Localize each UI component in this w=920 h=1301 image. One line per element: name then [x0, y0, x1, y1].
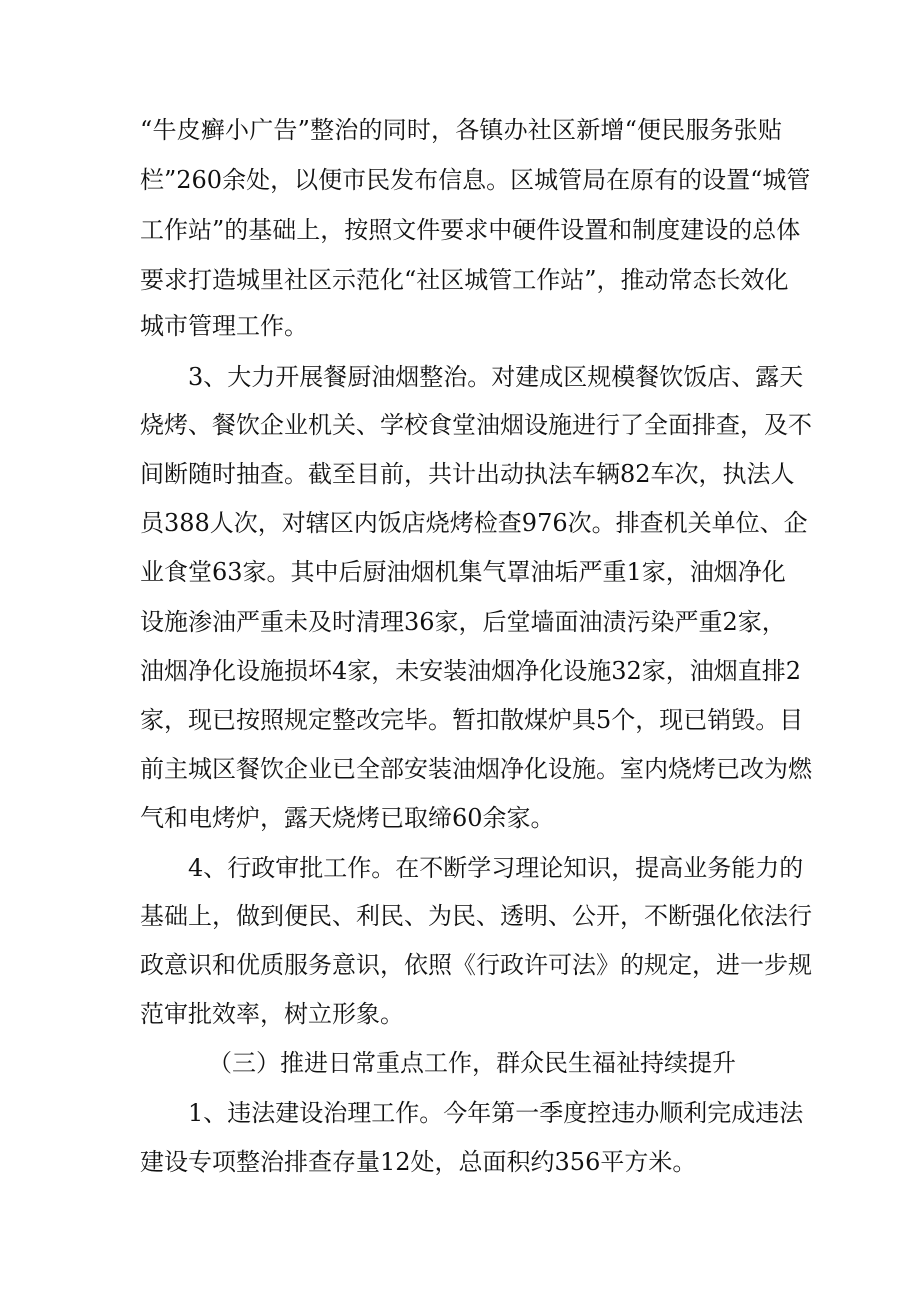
- paragraph-2-line-9: 前主城区餐饮企业已全部安装油烟净化设施。室内烧烤已改为燃: [140, 755, 812, 783]
- paragraph-3-line-3: 政意识和优质服务意识，依照《行政许可法》的规定，进一步规: [140, 951, 812, 979]
- paragraph-1-line-4: 要求打造城里社区示范化“社区城管工作站”，推动常态长效化: [140, 266, 789, 294]
- paragraph-1-line-5: 城市管理工作。: [140, 312, 308, 340]
- paragraph-4-line-2: 建设专项整治排查存量12处，总面积约356平方米。: [140, 1148, 697, 1176]
- paragraph-1-line-2: 栏”260余处，以便市民发布信息。区城管局在原有的设置“城管: [140, 166, 811, 194]
- paragraph-2-line-2: 烧烤、餐饮企业机关、学校食堂油烟设施进行了全面排查，及不: [140, 411, 812, 439]
- paragraph-2-line-10: 气和电烤炉，露天烧烤已取缔60余家。: [140, 804, 555, 832]
- paragraph-2-line-7: 油烟净化设施损坏4家，未安装油烟净化设施32家，油烟直排2: [140, 657, 802, 685]
- paragraph-3-line-4: 范审批效率，树立形象。: [140, 1000, 404, 1028]
- paragraph-2-line-1: 3、大力开展餐厨油烟整治。对建成区规模餐饮饭店、露天: [188, 363, 804, 391]
- paragraph-2-line-8: 家，现已按照规定整改完毕。暂扣散煤炉具5个，现已销毁。目: [140, 706, 804, 734]
- paragraph-1-line-1: “牛皮癣小广告”整治的同时，各镇办社区新增“便民服务张贴: [140, 116, 782, 144]
- paragraph-1-line-3: 工作站”的基础上，按照文件要求中硬件设置和制度建设的总体: [140, 216, 801, 244]
- paragraph-2-line-6: 设施渗油严重未及时清理36家，后堂墙面油渍污染严重2家，: [140, 608, 786, 636]
- paragraph-2-line-5: 业食堂63家。其中后厨油烟机集气罩油垢严重1家，油烟净化: [140, 558, 786, 586]
- paragraph-3-line-1: 4、行政审批工作。在不断学习理论知识，提高业务能力的: [188, 854, 804, 882]
- paragraph-4-line-1: 1、违法建设治理工作。今年第一季度控违办顺利完成违法: [188, 1099, 804, 1127]
- paragraph-2-line-4: 员388人次，对辖区内饭店烧烤检查976次。排查机关单位、企: [140, 509, 808, 537]
- section-heading: （三）推进日常重点工作，群众民生福祉持续提升: [208, 1049, 736, 1077]
- paragraph-3-line-2: 基础上，做到便民、利民、为民、透明、公开，不断强化依法行: [140, 902, 812, 930]
- paragraph-2-line-3: 间断随时抽查。截至目前，共计出动执法车辆82车次，执法人: [140, 460, 795, 488]
